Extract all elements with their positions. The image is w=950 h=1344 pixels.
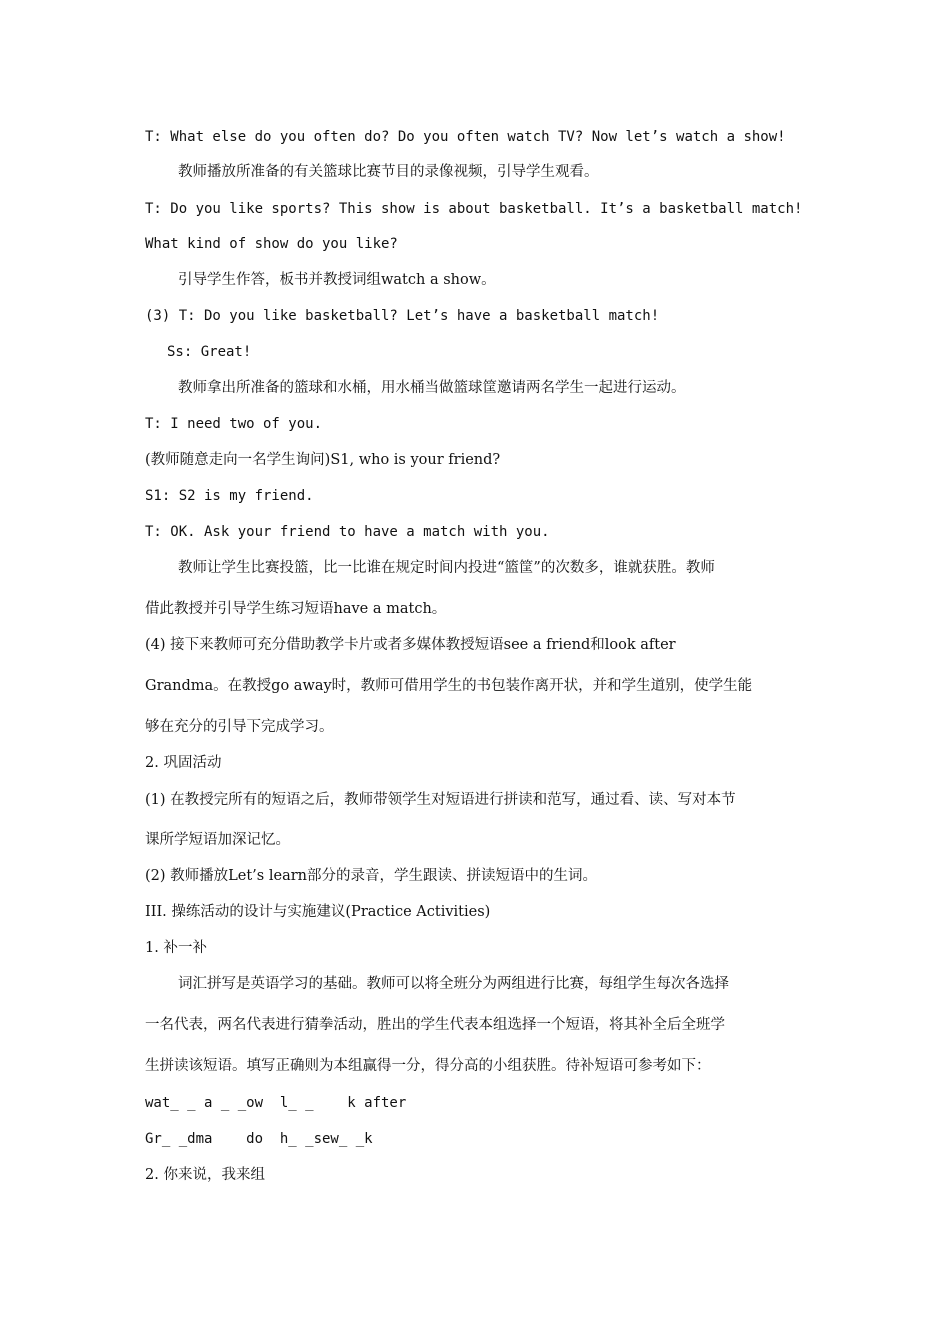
text-line: (1) 在教授完所有的短语之后，教师带领学生对短语进行拼读和范写，通过看、读、写对本节	[145, 792, 736, 808]
text-line: (教师随意走向一名学生询问)S1, who is your friend?	[145, 452, 501, 468]
text-line: 词汇拼写是英语学习的基础。教师可以将全班分为两组进行比赛，每组学生每次各选择	[178, 976, 729, 992]
text-line: Ss: Great!	[167, 344, 252, 360]
text-line: 一名代表，两名代表进行猜拳活动，胜出的学生代表本组选择一个短语，将其补全后全班学	[145, 1017, 725, 1033]
subsection-heading: 1. 补一补	[145, 940, 207, 956]
subsection-heading: 2. 你来说，我来组	[145, 1167, 265, 1183]
text-line: S1: S2 is my friend.	[145, 488, 314, 504]
text-line: T: Do you like sports? This show is about basketball. It’s a basketball match!	[145, 201, 803, 217]
text-line: 够在充分的引导下完成学习。	[145, 719, 334, 735]
text-line: (2) 教师播放Let’s learn部分的录音，学生跟读、拼读短语中的生词。	[145, 868, 597, 884]
section-heading: III. 操练活动的设计与实施建议(Practice Activities)	[145, 904, 491, 920]
text-line: (3) T: Do you like basketball? Let’s have a basketball match!	[145, 308, 660, 324]
text-line: (4) 接下来教师可充分借助教学卡片或者多媒体教授短语see a friend和look after	[145, 637, 676, 653]
text-line: T: I need two of you.	[145, 416, 323, 432]
text-line: 生拼读该短语。填写正确则为本组赢得一分，得分高的小组获胜。待补短语可参考如下：	[145, 1058, 711, 1074]
text-line: T: OK. Ask your friend to have a match with you.	[145, 524, 550, 540]
phrase-blanks-line: Gr_ _dma do h_ _sew_ _k	[145, 1131, 373, 1147]
text-line: 教师拿出所准备的篮球和水桶，用水桶当做篮球筐邀请两名学生一起进行运动。	[178, 380, 686, 396]
text-line: Grandma。在教授go away时，教师可借用学生的书包装作离开状，并和学生道别，使学生能	[145, 678, 753, 694]
text-line: 引导学生作答，板书并教授词组watch a show。	[178, 272, 496, 288]
text-line: 教师让学生比赛投篮，比一比谁在规定时间内投进“篮筐”的次数多，谁就获胜。教师	[178, 560, 715, 576]
phrase-blanks-line: wat_ _ a _ _ow l_ _ k after	[145, 1095, 407, 1111]
section-heading: 2. 巩固活动	[145, 755, 222, 771]
text-line: 课所学短语加深记忆。	[145, 832, 290, 848]
text-line: What kind of show do you like?	[145, 236, 398, 252]
text-line: 借此教授并引导学生练习短语have a match。	[145, 601, 447, 617]
text-line: 教师播放所准备的有关篮球比赛节目的录像视频，引导学生观看。	[178, 164, 599, 180]
text-line: T: What else do you often do? Do you often watch TV? Now let’s watch a show!	[145, 129, 786, 145]
